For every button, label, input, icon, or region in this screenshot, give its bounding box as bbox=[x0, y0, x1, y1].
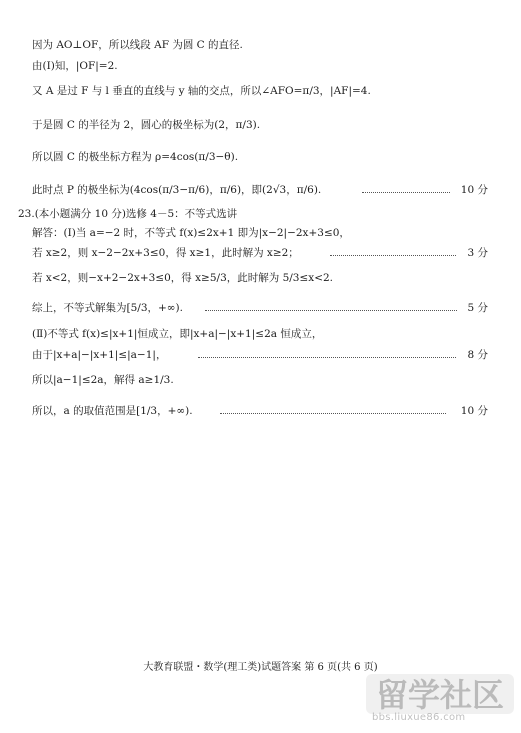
line-text: 于是圆 C 的半径为 2，圆心的极坐标为(2，π/3). bbox=[32, 119, 261, 131]
line-text: 因为 AO⊥OF，所以线段 AF 为圆 C 的直径. bbox=[32, 39, 243, 51]
score-label: 10 分 bbox=[460, 405, 488, 417]
line-text: 所以圆 C 的极坐标方程为 ρ=4cos(π/3−θ). bbox=[32, 151, 239, 163]
line-text: 由于|x+a|−|x+1|≤|a−1|， bbox=[32, 349, 167, 361]
line-text: 若 x≥2，则 x−2−2x+3≤0，得 x≥1，此时解为 x≥2； bbox=[32, 247, 299, 259]
line-text: 解答：(Ⅰ)当 a=−2 时，不等式 f(x)≤2x+1 即为|x−2|−2x+3≤0， bbox=[32, 227, 350, 239]
line-text: 此时点 P 的极坐标为(4cos(π/3−π/6)，π/6)，即(2√3，π/6). bbox=[32, 184, 322, 196]
watermark-text: 留学社区 bbox=[375, 676, 505, 714]
score-label: 3 分 bbox=[467, 247, 488, 259]
line-text: 23.(本小题满分 10 分)选修 4－5：不等式选讲 bbox=[18, 208, 238, 220]
score-label: 5 分 bbox=[467, 302, 488, 314]
line-text: 所以，a 的取值范围是[1/3，+∞). bbox=[32, 405, 193, 417]
score-label: 8 分 bbox=[467, 349, 488, 361]
dotted-leader bbox=[198, 348, 456, 358]
dotted-leader bbox=[220, 404, 446, 414]
dotted-leader bbox=[205, 301, 457, 311]
line-text: 又 A 是过 F 与 l 垂直的直线与 y 轴的交点，所以∠AFO=π/3，|AF|=4. bbox=[32, 85, 371, 97]
line-text: 所以|a−1|≤2a，解得 a≥1/3. bbox=[32, 374, 174, 386]
dotted-leader bbox=[362, 183, 450, 193]
watermark-url: bbs.liuxue86.com bbox=[372, 712, 466, 723]
line-text: 若 x<2，则−x+2−2x+3≤0，得 x≥5/3，此时解为 5/3≤x<2. bbox=[32, 272, 334, 284]
line-text: 由(Ⅰ)知，|OF|=2. bbox=[32, 60, 118, 72]
dotted-leader bbox=[330, 246, 456, 256]
line-text: (Ⅱ)不等式 f(x)≤|x+1|恒成立，即|x+a|−|x+1|≤2a 恒成立， bbox=[32, 328, 323, 340]
line-text: 综上，不等式解集为[5/3，+∞). bbox=[32, 302, 183, 314]
page-footer: 大教育联盟・数学(理工类)试题答案 第 6 页(共 6 页) bbox=[143, 662, 378, 673]
score-label: 10 分 bbox=[460, 184, 488, 196]
